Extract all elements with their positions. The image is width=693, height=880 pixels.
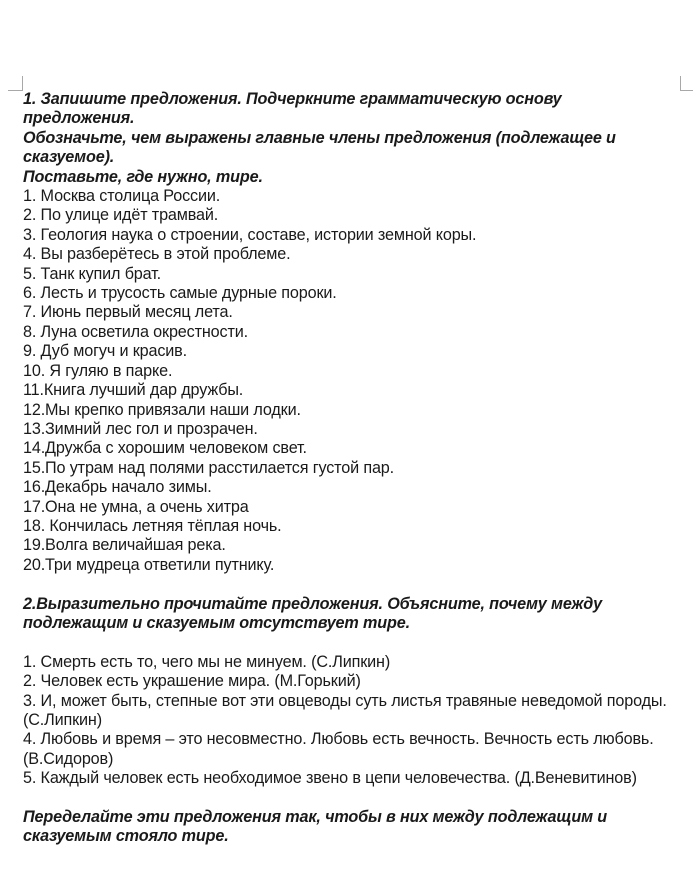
task1-item: 16.Декабрь начало зимы.	[23, 478, 212, 497]
task2-item: 5. Каждый человек есть необходимое звено в цепи человечества. (Д.Веневитинов)	[23, 769, 637, 788]
task1-item: 15.По утрам над полями расстилается густой пар.	[23, 458, 395, 477]
task2-heading: 2.Выразительно прочитайте предложения. Объясните, почему между подлежащим и сказуемым отсутствует тире.	[23, 594, 602, 632]
task1-item: 2. По улице идёт трамвай.	[23, 206, 219, 225]
task1-item: 4. Вы разберётесь в этой проблеме.	[23, 245, 291, 264]
task1-item: 10. Я гуляю в парке.	[23, 361, 173, 380]
task1-item: 1. Москва столица России.	[23, 187, 221, 206]
task1-item: 3. Геология наука о строении, составе, истории земной коры.	[23, 225, 477, 244]
task2-item: 3. И, может быть, степные вот эти овцеводы суть листья травяные неведомой породы. (С.Липкин)	[23, 691, 667, 729]
task1-heading-2: Обозначьте, чем выражены главные члены предложения (подлежащее и сказуемое).	[23, 128, 616, 167]
task1-item: 7. Июнь первый месяц лета.	[23, 303, 233, 322]
task1-item: 12.Мы крепко привязали наши лодки.	[23, 400, 301, 419]
paragraph-gap	[23, 633, 673, 652]
task1-heading-3: Поставьте, где нужно, тире.	[23, 167, 263, 186]
page-corner-mark-right	[680, 76, 693, 91]
task1-heading-1: 1. Запишите предложения. Подчеркните грамматическую основу предложения.	[23, 90, 562, 128]
task3-heading: Переделайте эти предложения так, чтобы в них между подлежащим и сказуемым стояло тире.	[23, 807, 607, 846]
task1-item: 19.Волга величайшая река.	[23, 536, 226, 555]
document-page	[23, 90, 673, 847]
task1-item: 17.Она не умна, а очень хитра	[23, 497, 249, 516]
task1-item: 20.Три мудреца ответили путнику.	[23, 555, 275, 574]
task2-list	[23, 653, 673, 789]
paragraph-gap	[23, 789, 673, 808]
task2-item: 1. Смерть есть то, чего мы не минуем. (С.Липкин)	[23, 652, 391, 671]
task1-item: 6. Лесть и трусость самые дурные пороки.	[23, 284, 337, 303]
task1-item: 18. Кончилась летняя тёплая ночь.	[23, 516, 282, 535]
task1-item: 8. Луна осветила окрестности.	[23, 322, 248, 341]
task1-item: 11.Книга лучший дар дружбы.	[23, 381, 244, 400]
page-corner-mark-left	[8, 76, 23, 91]
task2-item: 4. Любовь и время – это несовместно. Любовь есть вечность. Вечность есть любовь. (В.Сидоров)	[23, 730, 654, 768]
task1-item: 13.Зимний лес гол и прозрачен.	[23, 419, 258, 438]
task1-list	[23, 187, 673, 575]
task1-item: 9. Дуб могуч и красив.	[23, 342, 187, 361]
task2-item: 2. Человек есть украшение мира. (М.Горький)	[23, 672, 361, 691]
task1-item: 14.Дружба с хорошим человеком свет.	[23, 439, 307, 458]
paragraph-gap	[23, 575, 673, 594]
task1-item: 5. Танк купил брат.	[23, 264, 161, 283]
